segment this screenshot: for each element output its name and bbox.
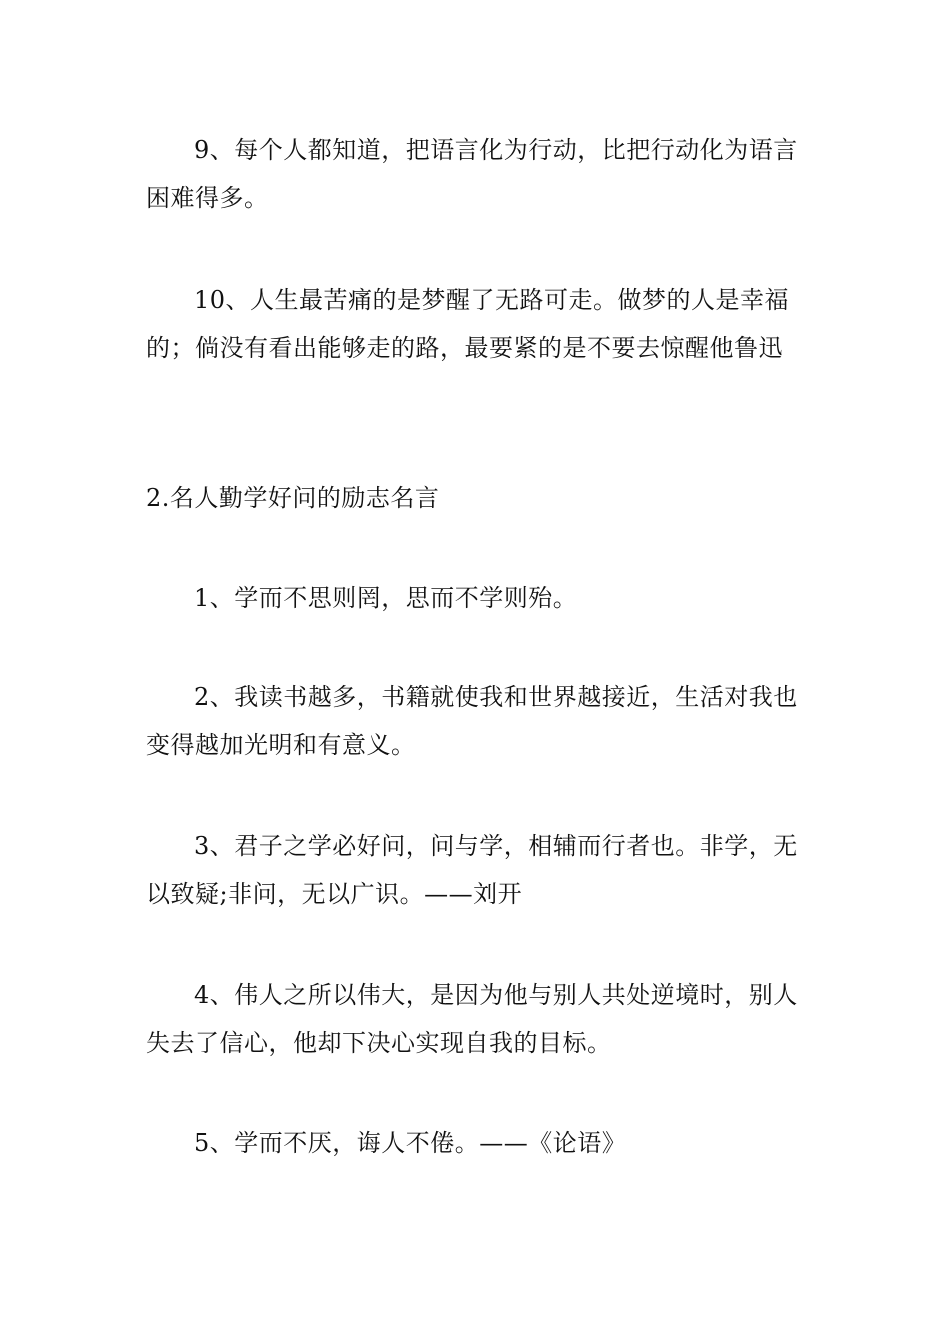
- quote-paragraph-10: 10、人生最苦痛的是梦醒了无路可走。做梦的人是幸福的；倘没有看出能够走的路，最要紧的是不要去惊醒他鲁迅: [146, 286, 790, 362]
- quote-paragraph-5: 5、学而不厌，诲人不倦。——《论语》: [194, 1129, 627, 1157]
- quote-paragraph-3: 3、君子之学必好问，问与学，相辅而行者也。非学，无以致疑;非问，无以广识。——刘开: [146, 832, 798, 908]
- quote-paragraph-1: 1、学而不思则罔，思而不学则殆。: [194, 584, 578, 612]
- quote-paragraph-2: 2、我读书越多，书籍就使我和世界越接近，生活对我也变得越加光明和有意义。: [146, 683, 798, 759]
- section-heading: 2.名人勤学好问的励志名言: [146, 484, 440, 512]
- quote-paragraph-9: 9、每个人都知道，把语言化为行动，比把行动化为语言困难得多。: [146, 136, 798, 212]
- quote-paragraph-4: 4、伟人之所以伟大，是因为他与别人共处逆境时，别人失去了信心，他却下决心实现自我的目标。: [146, 981, 798, 1057]
